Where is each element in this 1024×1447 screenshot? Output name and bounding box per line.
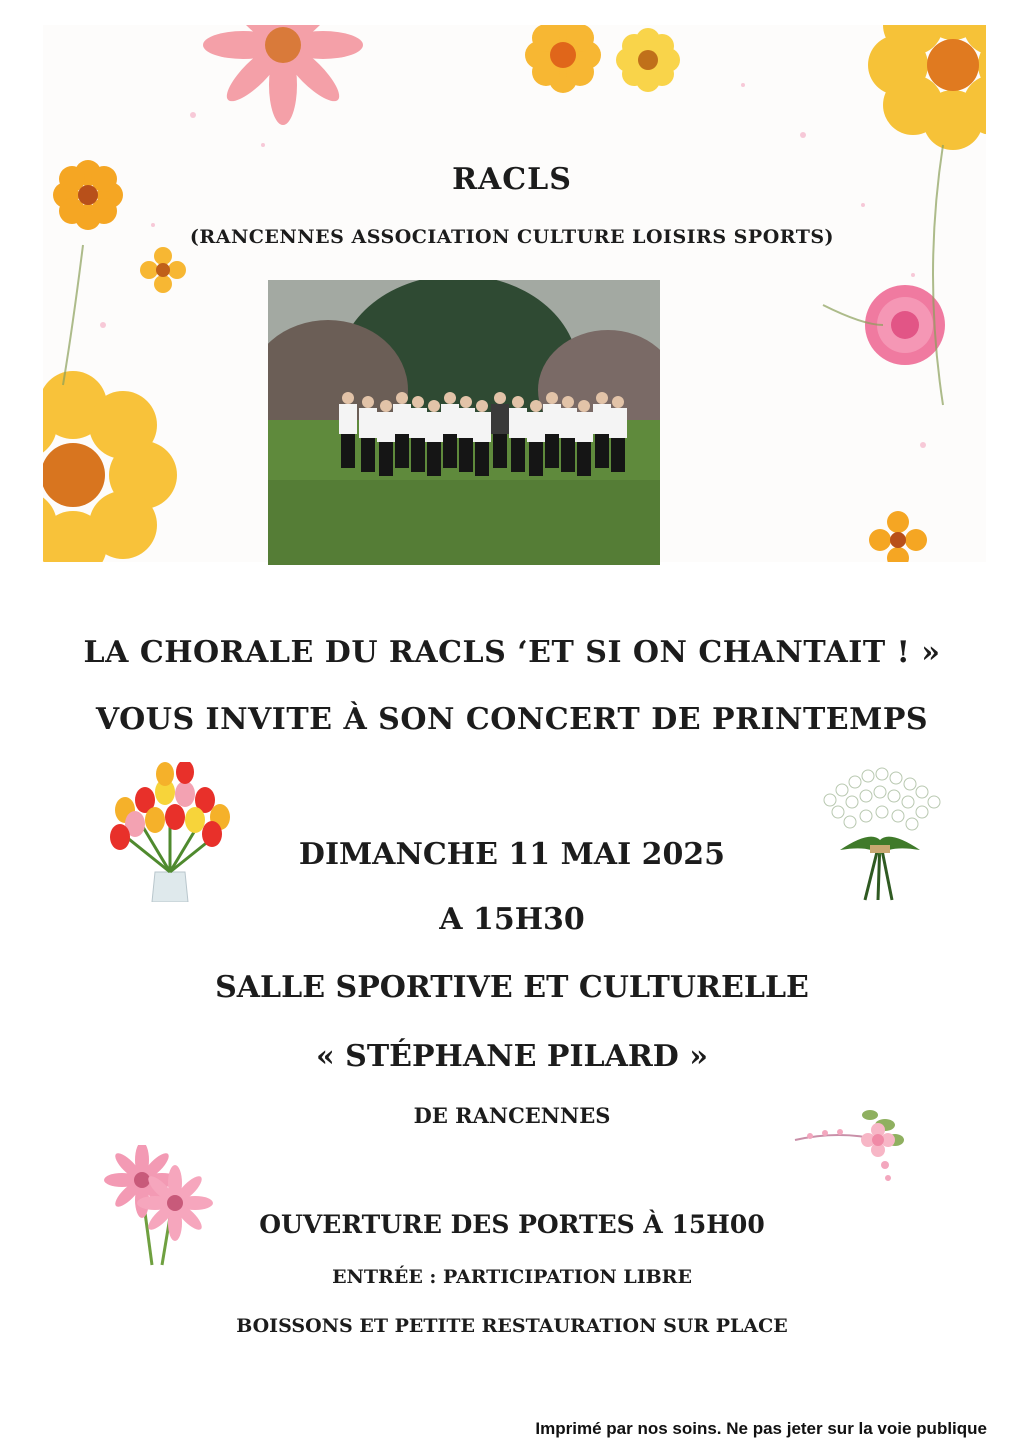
- tulip-bouquet-icon: [100, 762, 240, 902]
- organization-subtitle: (RANCENNES ASSOCIATION CULTURE LOISIRS SPORTS): [189, 226, 835, 248]
- choir-members: [339, 392, 627, 476]
- venue-line-1: SALLE SPORTIVE ET CULTURELLE: [215, 970, 809, 1005]
- invitation-line-2: VOUS INVITE À SON CONCERT DE PRINTEMPS: [95, 702, 929, 737]
- invitation-line-1: LA CHORALE DU RACLS ‘ET SI ON CHANTAIT ! »: [83, 635, 941, 670]
- event-date: DIMANCHE 11 MAI 2025: [298, 837, 726, 872]
- venue-line-2: « STÉPHANE PILARD »: [315, 1039, 709, 1074]
- event-time: A 15H30: [439, 902, 585, 937]
- doors-opening: OUVERTURE DES PORTES À 15H00: [259, 1210, 765, 1239]
- lily-of-the-valley-icon: [810, 760, 950, 905]
- organization-title: RACLS: [452, 162, 572, 197]
- venue-line-3: DE RANCENNES: [413, 1103, 611, 1128]
- entry-info: ENTRÉE : PARTICIPATION LIBRE: [332, 1266, 692, 1288]
- pink-gerbera-icon: [100, 1145, 215, 1270]
- refreshments-info: BOISSONS ET PETITE RESTAURATION SUR PLACE: [236, 1315, 788, 1337]
- pink-flower-sprig-icon: [790, 1100, 915, 1195]
- choir-photo: [268, 280, 660, 565]
- print-notice: Imprimé par nos soins. Ne pas jeter sur la voie publique: [535, 1419, 987, 1438]
